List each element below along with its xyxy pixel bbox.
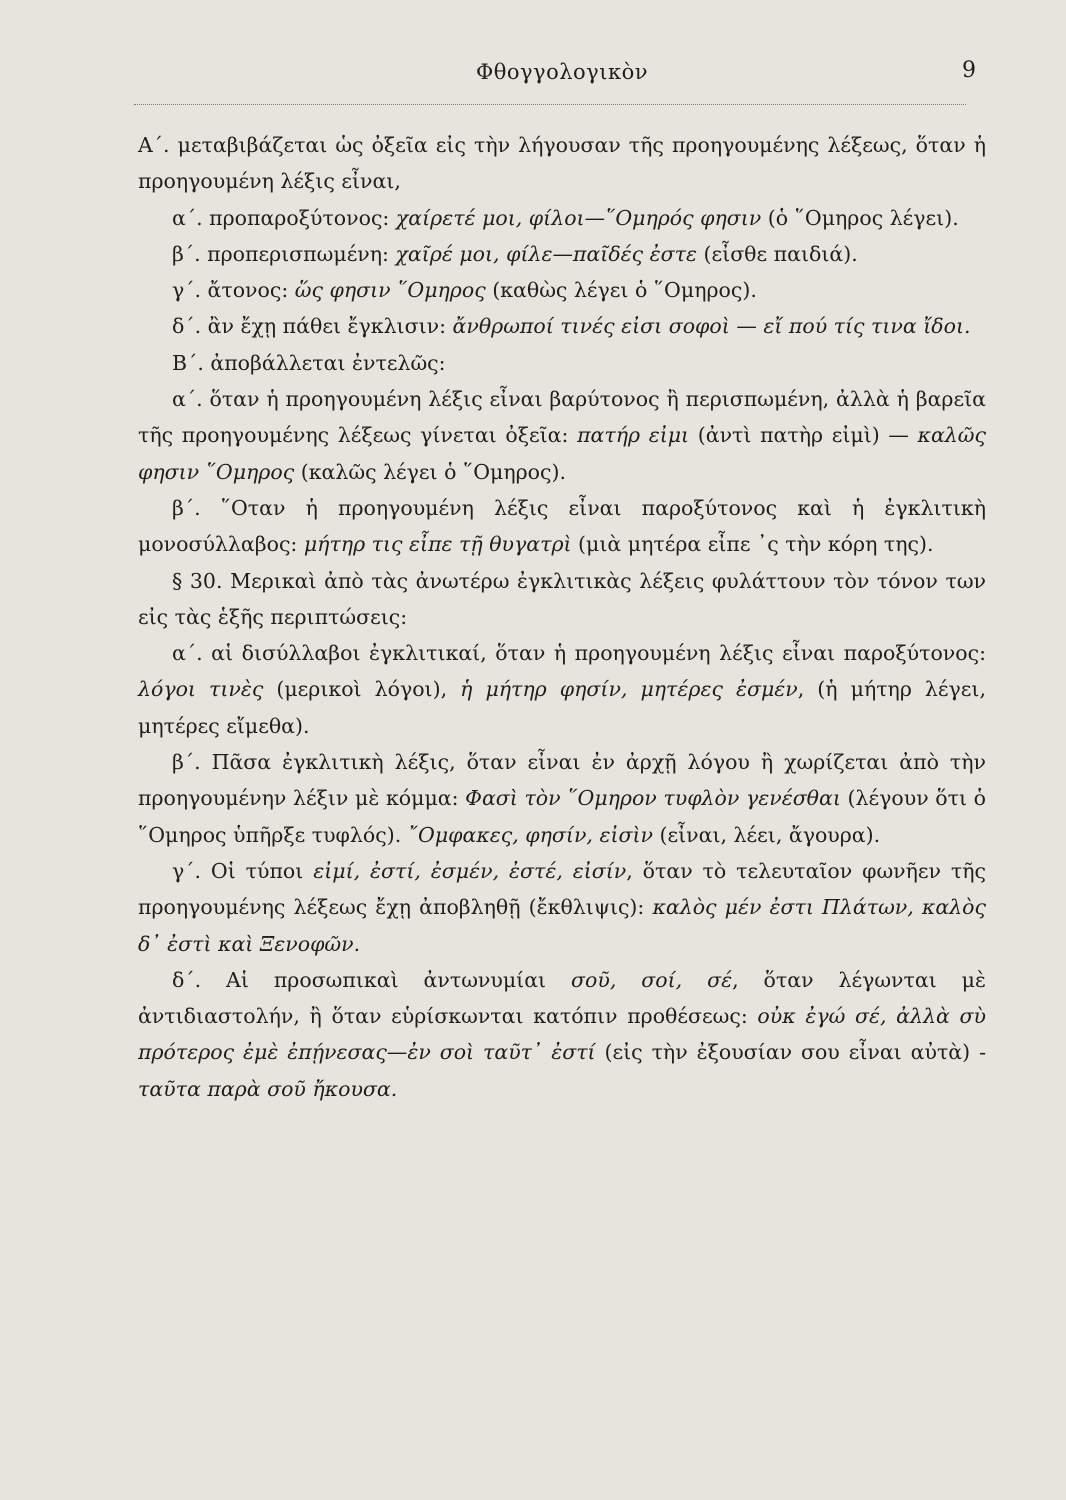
paragraph-B-alpha: α΄. ὅταν ἡ προηγουμένη λέξις εἶναι βαρύτονος ἢ περισπωμένη, ἀλλὰ ἡ βαρεῖα τῆς προηγουμένης λέξεως γίνεται ὀξεῖα: πατήρ εἰμι (ἀντὶ πατὴρ εἰμὶ) — καλῶς φησιν ῞Ομηρος (καλῶς λέγει ὁ ῞Ομηρος).	[138, 387, 986, 484]
paragraph-section-30: § 30. Μερικαὶ ἀπὸ τὰς ἀνωτέρω ἐγκλιτικὰς λέξεις φυλάττουν τὸν τόνον των εἰς τὰς ἑξῆς περιπτώσεις:	[138, 568, 986, 629]
paragraph-B-beta: β΄. ῞Οταν ἡ προηγουμένη λέξις εἶναι παροξύτονος καὶ ἡ ἐγκλιτικὴ μονοσύλλαβος: μήτηρ τις εἶπε τῇ θυγατρὶ (μιὰ μητέρα εἶπε ᾽ς τὴν κόρη της).	[138, 495, 986, 557]
paragraph-30-delta: δ΄. Αἱ προσωπικαὶ ἀντωνυμίαι σοῦ, σοί, σέ, ὅταν λέγωνται μὲ ἀντιδιαστολήν, ἢ ὅταν εὑρίσκωνται κατόπιν προθέσεως: οὐκ ἐγώ σέ, ἀλλὰ σὺ πρότερος ἐμὲ ἐπῄνεσας—ἐν σοὶ ταῦτ᾽ ἐστί (εἰς τὴν ἐξουσίαν σου εἶναι αὐτὰ) - ταῦτα παρὰ σοῦ ἤκουσα.	[138, 967, 986, 1101]
running-header	[138, 56, 986, 104]
paragraph-rule-B: Β΄. ἀποβάλλεται ἐντελῶς:	[172, 350, 446, 375]
body-text	[138, 127, 986, 1107]
paragraph-A-alpha: α΄. προπαροξύτονος: χαίρετέ μοι, φίλοι—῞Ομηρός φησιν (ὁ ῞Ομηρος λέγει).	[172, 205, 959, 230]
paragraph-A-delta: δ΄. ἂν ἔχῃ πάθει ἔγκλισιν: ἄνθρωποί τινές εἰσι σοφοὶ — εἴ πού τίς τινα ἴδοι.	[172, 314, 971, 339]
paragraph-A-beta: β΄. προπερισπωμένη: χαῖρέ μοι, φίλε—παῖδές ἐστε (εἶσθε παιδιά).	[172, 241, 858, 266]
paragraph-rule-A: Α΄. μεταβιβάζεται ὡς ὀξεῖα εἰς τὴν λήγουσαν τῆς προηγουμένης λέξεως, ὅταν ἡ προηγουμένη λέξις εἶναι,	[138, 133, 986, 194]
paragraph-30-beta: β΄. Πᾶσα ἐγκλιτικὴ λέξις, ὅταν εἶναι ἐν ἀρχῇ λόγου ἢ χωρίζεται ἀπὸ τὴν προηγουμένην λέξιν μὲ κόμμα: Φασὶ τὸν ῞Ομηρον τυφλὸν γενέσθαι (λέγουν ὅτι ὁ ῞Ομηρος ὑπῆρξε τυφλός). ῎Ομφακες, φησίν, εἰσὶν (εἶναι, λέει, ἄγουρα).	[138, 750, 987, 847]
paragraph-30-gamma: γ΄. Οἱ τύποι εἰμί, ἐστί, ἐσμέν, ἐστέ, εἰσίν, ὅταν τὸ τελευταῖον φωνῆεν τῆς προηγουμένης λέξεως ἔχῃ ἀποβληθῇ (ἔκθλιψις): καλὸς μέν ἐστι Πλάτων, καλὸς δ᾽ ἐστὶ καὶ Ξενοφῶν.	[138, 858, 986, 956]
paragraph-30-alpha: α΄. αἱ δισύλλαβοι ἐγκλιτικαί, ὅταν ἡ προηγουμένη λέξις εἶναι παροξύτονος: λόγοι τινὲς (μερικοὶ λόγοι), ἡ μήτηρ φησίν, μητέρες ἐσμέν, (ἡ μήτηρ λέγει, μητέρες εἴμεθα).	[138, 641, 986, 738]
header-title: Φθογγολογικὸν	[475, 60, 649, 84]
page-number: 9	[962, 58, 976, 83]
paragraph-A-gamma: γ΄. ἄτονος: ὥς φησιν ῞Ομηρος (καθὼς λέγει ὁ ῞Ομηρος).	[172, 278, 757, 303]
header-rule	[134, 104, 966, 105]
